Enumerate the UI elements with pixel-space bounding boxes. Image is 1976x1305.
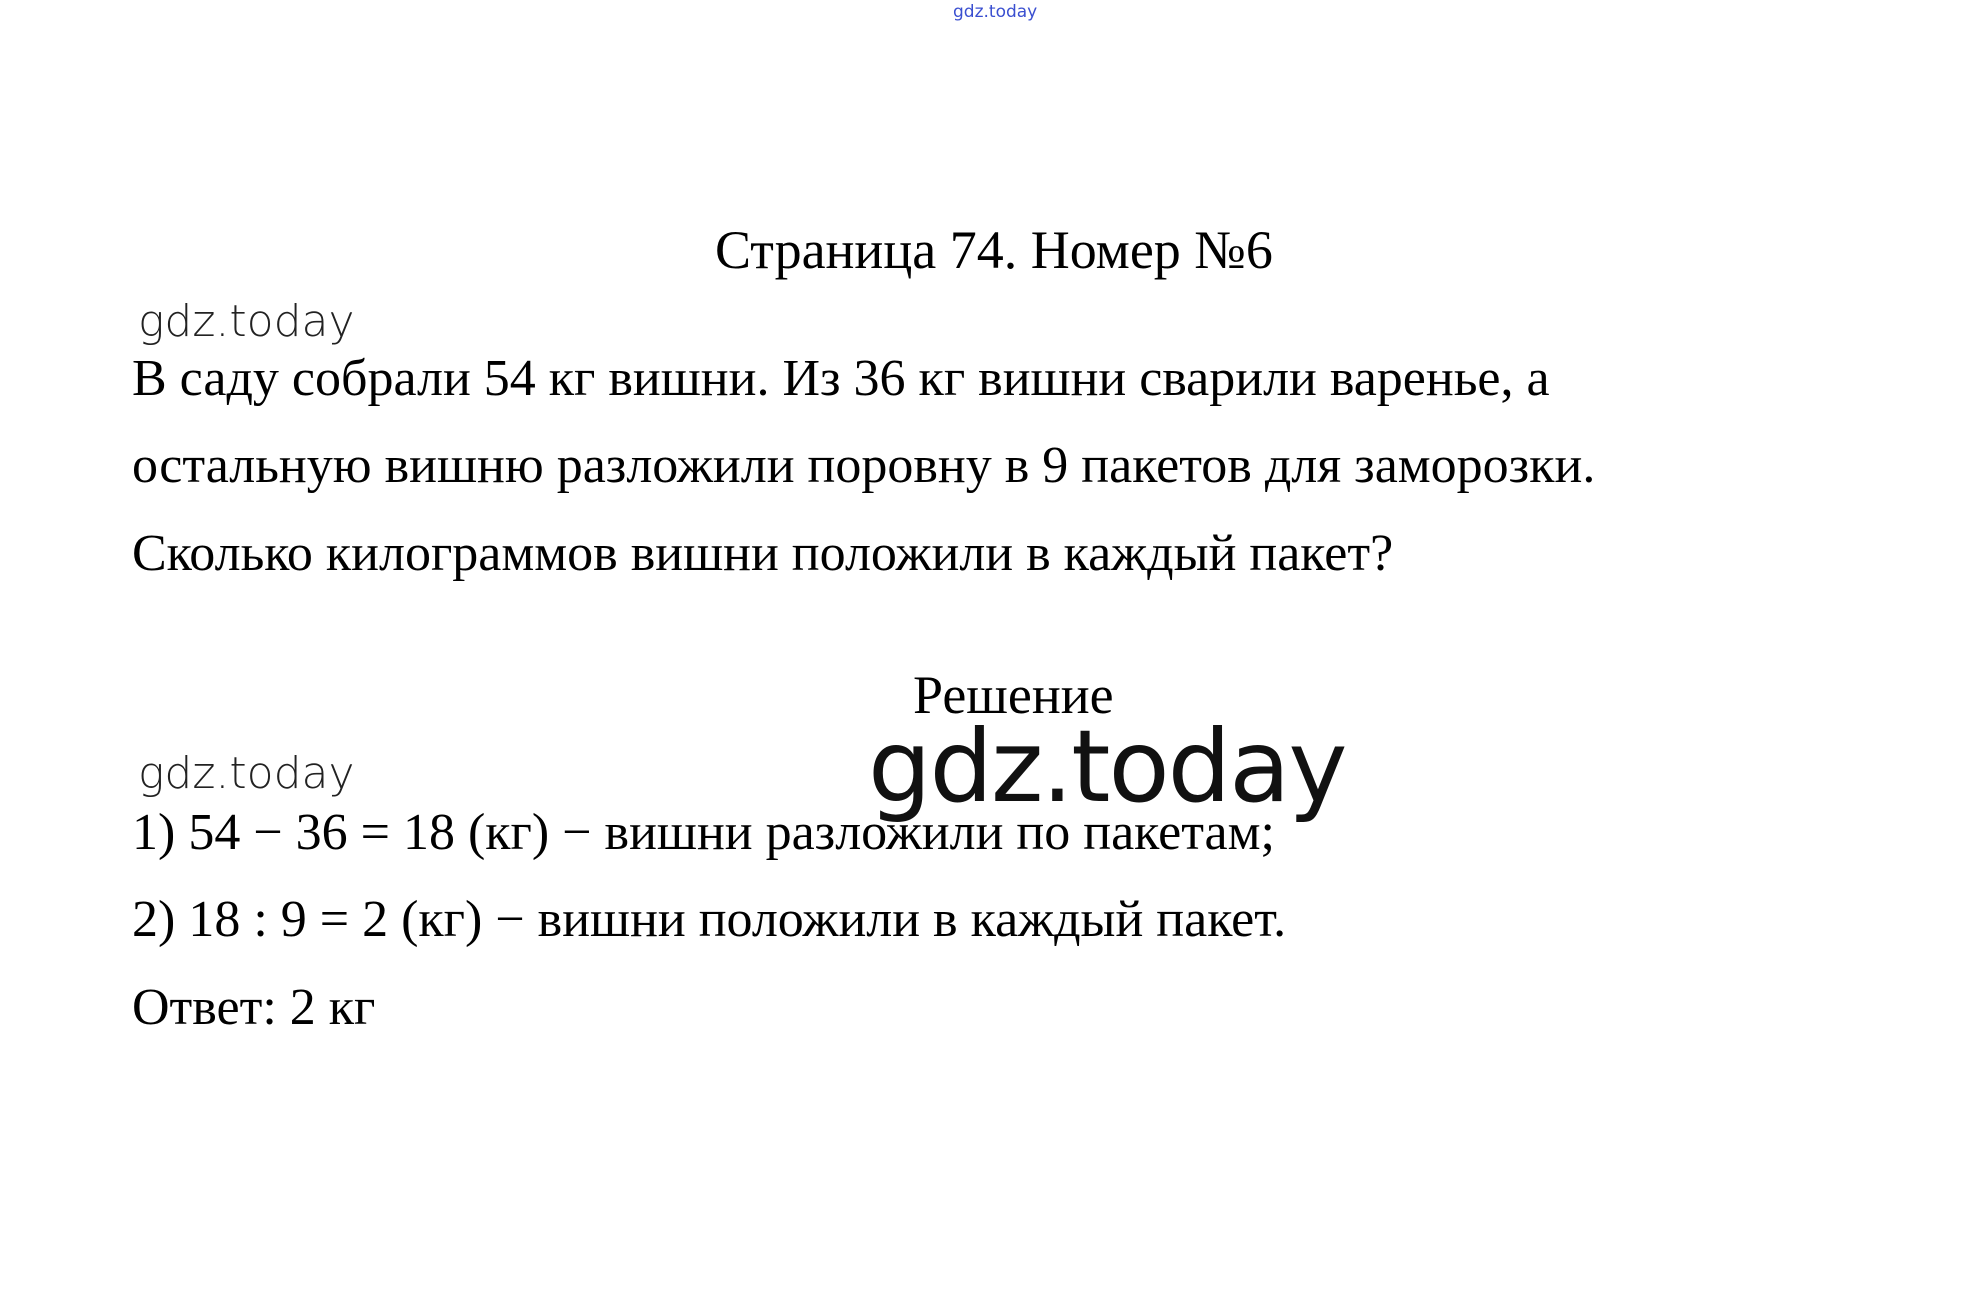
solution-heading: Решение <box>913 665 1114 725</box>
solution-step-2: 2) 18 : 9 = 2 (кг) − вишни положили в каждый пакет. <box>132 891 1287 948</box>
problem-line-1: В саду собрали 54 кг вишни. Из 36 кг вишни сварили варенье, а <box>132 350 1550 407</box>
problem-line-3: Сколько килограммов вишни положили в каждый пакет? <box>132 525 1394 582</box>
watermark-left-2: gdz.today <box>138 748 355 799</box>
watermark-center: gdz.today <box>868 708 1346 825</box>
page-title: Страница 74. Номер №6 <box>715 220 1273 280</box>
problem-line-2: остальную вишню разложили поровну в 9 пакетов для заморозки. <box>132 437 1596 494</box>
watermark-top: gdz.today <box>953 2 1038 22</box>
watermark-left-1: gdz.today <box>138 296 355 347</box>
answer: Ответ: 2 кг <box>132 979 376 1036</box>
solution-step-1: 1) 54 − 36 = 18 (кг) − вишни разложили по пакетам; <box>132 804 1275 861</box>
